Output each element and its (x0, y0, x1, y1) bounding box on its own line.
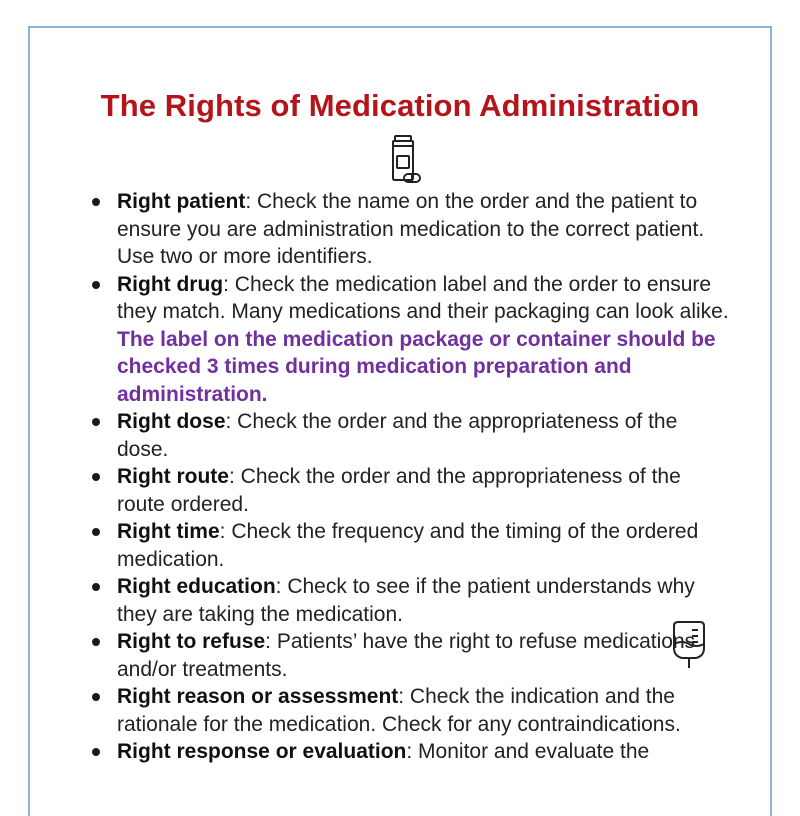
right-term: Right drug (117, 272, 224, 296)
list-item (90, 463, 730, 518)
bullet-icon (92, 418, 100, 426)
right-description: : Check the order and the appropriateness of the route ordered. (117, 465, 681, 516)
right-description: : Check the order and the appropriateness of the dose. (117, 410, 678, 461)
bullet-icon (92, 198, 100, 206)
right-term: Right education (117, 575, 276, 598)
bullet-icon (92, 583, 100, 591)
right-term: Right route (117, 465, 229, 488)
list-item (90, 408, 730, 463)
right-description: : Check the indication and the rationale for the medication. Check for any contraindications. (117, 685, 681, 736)
right-term: Right dose (117, 410, 226, 433)
right-description: : Monitor and evaluate the (406, 740, 650, 763)
list-item (90, 628, 730, 683)
right-description: : Check the frequency and the timing of the ordered medication. (117, 520, 699, 571)
right-term: Right to refuse (117, 630, 266, 653)
bullet-icon (92, 473, 100, 481)
page-title: The Rights of Medication Administration (100, 88, 700, 123)
list-item (90, 271, 730, 409)
bullet-icon (92, 281, 100, 289)
right-description: : Patients’ have the right to refuse medications and/or treatments. (117, 630, 696, 681)
bullet-icon (92, 638, 100, 646)
list-item (90, 738, 730, 766)
highlighted-note: The label on the medication package or container should be checked 3 times during medication preparation and administration. (117, 327, 716, 406)
rights-list (90, 188, 730, 766)
bullet-icon (92, 748, 100, 756)
list-item (90, 573, 730, 628)
list-item (90, 518, 730, 573)
bullet-icon (92, 528, 100, 536)
right-term: Right response or evaluation (117, 740, 407, 763)
right-term: Right reason or assessment (117, 685, 399, 708)
pill-bottle-icon (388, 134, 424, 188)
right-term: Right time (117, 520, 220, 543)
right-description: : Check the name on the order and the patient to ensure you are administration medication to the correct patient. Use two or more identifiers. (117, 190, 705, 268)
list-item (90, 683, 730, 738)
list-item (90, 188, 730, 271)
bullet-icon (92, 693, 100, 701)
right-description: : Check the medication label and the order to ensure they match. Many medications and their packaging can look alike. (117, 272, 729, 323)
right-term: Right patient (117, 190, 246, 213)
right-description: : Check to see if the patient understands why they are taking the medication. (117, 575, 695, 626)
